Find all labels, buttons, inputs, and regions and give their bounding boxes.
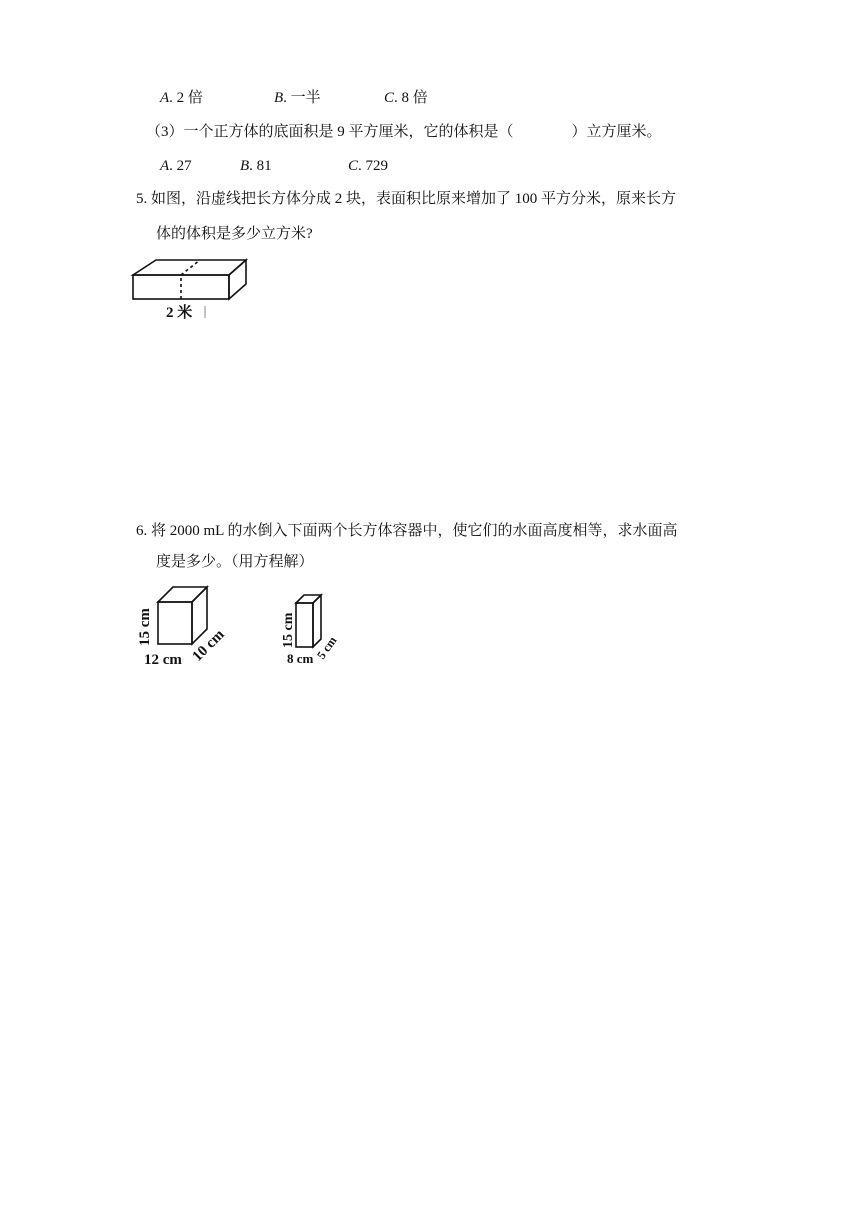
stem-text-before: （3）一个正方体的底面积是 9 平方厘米，它的体积是（ xyxy=(146,124,514,140)
option-text: . 一半 xyxy=(283,90,321,106)
container-1-width-label: 12 cm xyxy=(144,652,182,668)
cuboid-figure xyxy=(128,252,258,324)
question-5-line-1: 5. 如图，沿虚线把长方体分成 2 块，表面积比原来增加了 100 平方分米，原来长方 xyxy=(136,191,677,207)
question-6-line-2: 度是多少。（用方程解） xyxy=(156,554,314,570)
option-text: . 8 倍 xyxy=(394,90,428,106)
question-5-line-2: 体的体积是多少立方米? xyxy=(156,226,313,242)
option-c[interactable] xyxy=(348,156,388,176)
option-b[interactable] xyxy=(240,156,272,176)
option-letter: A xyxy=(160,158,170,174)
option-a[interactable] xyxy=(160,156,192,176)
option-letter: A xyxy=(160,90,170,106)
option-text: . 27 xyxy=(169,158,192,174)
cuboid-right-face xyxy=(229,260,246,299)
length-label: 2 米 xyxy=(166,305,193,321)
option-text: . 2 倍 xyxy=(169,90,203,106)
stem-text-after: ）立方厘米。 xyxy=(571,124,662,140)
container-1-depth-label: 10 cm xyxy=(189,626,228,665)
question-6-line-1: 6. 将 2000 mL 的水倒入下面两个长方体容器中，使它们的水面高度相等，求水面高 xyxy=(136,523,678,539)
option-text: . 729 xyxy=(358,158,389,174)
option-letter: C xyxy=(348,158,359,174)
option-text: . 81 xyxy=(249,158,272,174)
container-2-height-label: 15 cm xyxy=(281,612,296,648)
option-b[interactable] xyxy=(274,88,321,108)
container-2-front-face xyxy=(296,603,313,647)
container-2-depth-label: 5 cm xyxy=(313,633,340,662)
container-2-width-label: 8 cm xyxy=(287,651,314,666)
option-letter: B xyxy=(274,90,284,106)
option-letter: C xyxy=(384,90,395,106)
option-a[interactable] xyxy=(160,88,203,108)
question-4-part-3-stem xyxy=(146,122,662,142)
container-2-figure xyxy=(276,588,371,673)
container-1-front-face xyxy=(158,602,192,644)
container-1-side-face xyxy=(192,587,207,644)
option-letter: B xyxy=(240,158,250,174)
container-1-figure xyxy=(130,578,245,673)
cuboid-top-face xyxy=(133,260,246,275)
container-2-side-face xyxy=(313,595,321,647)
option-c[interactable] xyxy=(384,88,428,108)
container-1-height-label: 15 cm xyxy=(137,608,153,646)
dashed-cut-line xyxy=(181,260,200,299)
